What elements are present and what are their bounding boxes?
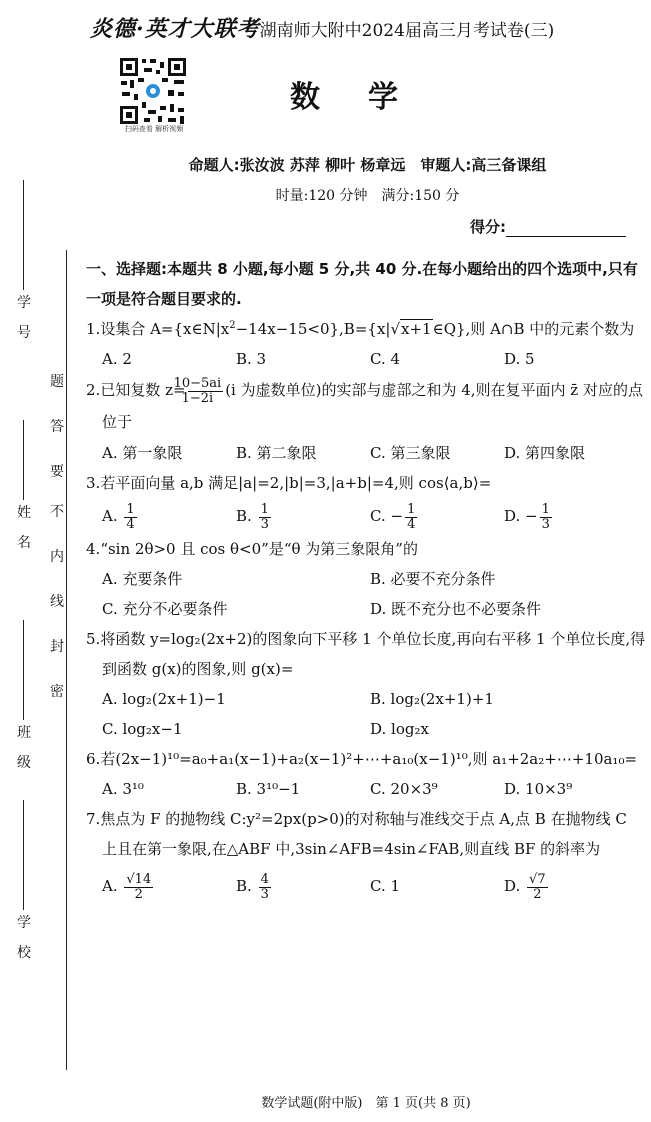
denominator: 2 xyxy=(533,886,542,902)
question-5 xyxy=(86,624,646,744)
option-a[interactable] xyxy=(102,868,236,904)
fraction xyxy=(124,503,136,532)
question-number: 3. xyxy=(86,474,101,492)
student-id-field xyxy=(16,180,30,345)
option-d[interactable]: D. 10×3⁹ xyxy=(504,780,573,798)
qr-code-icon[interactable] xyxy=(118,56,188,126)
option-a[interactable]: A. log₂(2x+1)−1 xyxy=(102,690,226,708)
score-label: 得分: xyxy=(470,218,506,236)
option-d[interactable] xyxy=(504,868,638,904)
numerator: 1 xyxy=(260,501,269,517)
denominator: 1−2i xyxy=(181,390,214,406)
numerator: 1 xyxy=(126,501,135,517)
exam-content xyxy=(86,254,646,904)
numerator: √14 xyxy=(126,871,152,887)
option-b[interactable]: B. 3 xyxy=(236,350,267,368)
option-b[interactable]: B. 3¹⁰−1 xyxy=(236,780,301,798)
denominator: 3 xyxy=(541,516,550,532)
numerator: 1 xyxy=(407,501,416,517)
option-label: C. xyxy=(370,507,386,525)
question-6 xyxy=(86,744,646,804)
page-footer: 数学试题(附中版) 第 1 页(共 8 页) xyxy=(261,1096,471,1111)
student-id-label: 学 号 xyxy=(15,294,31,345)
option-a[interactable]: A. 第一象限 xyxy=(102,444,183,462)
fraction xyxy=(527,873,548,902)
option-label: B. xyxy=(236,877,252,895)
option-b[interactable] xyxy=(236,868,370,904)
denominator: 3 xyxy=(260,516,269,532)
seal-word: 封 xyxy=(50,639,64,655)
option-c[interactable]: C. log₂x−1 xyxy=(102,720,183,738)
stem-text: 若平面向量 a,b 满足|a|=2,|b|=3,|a+b|=4,则 cos⟨a,b⟩= xyxy=(100,474,492,492)
seal-word: 线 xyxy=(50,594,64,610)
question-number: 1. xyxy=(86,320,101,338)
numerator: √7 xyxy=(529,871,546,887)
option-label: D. xyxy=(504,877,521,895)
subject-title: 数学 xyxy=(290,80,446,115)
school-blank xyxy=(23,800,24,910)
option-value: 1 xyxy=(390,877,401,895)
stem-part: 已知复数 z= xyxy=(100,381,186,399)
denominator: 4 xyxy=(126,516,135,532)
numerator: 4 xyxy=(260,871,269,887)
exponent: 2 xyxy=(229,320,236,331)
option-sign: − xyxy=(525,507,538,525)
option-d[interactable]: D. 第四象限 xyxy=(504,444,586,462)
question-stem xyxy=(86,468,646,498)
section-heading: 一、选择题:本题共 8 小题,每小题 5 分,共 40 分.在每小题给出的四个选项中,只有一项是符合题目要求的. xyxy=(86,260,638,308)
class-field xyxy=(16,620,30,775)
seal-word: 内 xyxy=(50,549,64,565)
option-a[interactable]: A. 充要条件 xyxy=(102,570,183,588)
option-d[interactable]: D. log₂x xyxy=(370,720,429,738)
numerator: 10−5ai xyxy=(173,375,222,391)
option-b[interactable]: B. 必要不充分条件 xyxy=(370,570,496,588)
option-c[interactable]: C. 充分不必要条件 xyxy=(102,600,228,618)
question-stem xyxy=(86,804,646,864)
question-7 xyxy=(86,804,646,904)
question-number: 2. xyxy=(86,381,101,399)
option-a[interactable] xyxy=(102,498,236,534)
brand-name: 炎德·英才大联考 xyxy=(90,16,260,42)
numerator: 1 xyxy=(541,501,550,517)
name-label: 姓 名 xyxy=(15,504,31,555)
stem-text: 若(2x−1)¹⁰=a₀+a₁(x−1)+a₂(x−1)²+⋯+a₁₀(x−1)¹⁰,则 a₁+2a₂+⋯+10a₁₀= xyxy=(100,750,638,768)
option-label: C. xyxy=(370,877,386,895)
binding-margin xyxy=(0,0,68,1122)
score-blank xyxy=(506,220,626,237)
option-b[interactable] xyxy=(236,498,370,534)
option-c[interactable] xyxy=(370,868,504,904)
exam-header xyxy=(90,12,645,52)
question-stem: 1.设集合 $A=\{x\in N|x^2-14x-15<0\},B=\{x|√x+1\in Q\}$,则 A∩B 中的元素个数为 xyxy=(86,320,635,338)
question-4 xyxy=(86,534,646,624)
stem-part: (i 为虚数单位)的实部与虚部之和为 4,则在复平面内 z̄ 对应的点位于 xyxy=(102,381,643,431)
options xyxy=(86,868,646,904)
question-3 xyxy=(86,468,646,534)
option-c[interactable]: C. 第三象限 xyxy=(370,444,451,462)
name-field xyxy=(16,420,30,555)
stem-part: −14x−15<0},B={x| xyxy=(235,320,391,338)
option-label: D. xyxy=(504,507,521,525)
qr-caption: 扫码查看 解析视频 xyxy=(124,125,184,133)
question-number: 7. xyxy=(86,810,101,828)
class-blank xyxy=(23,620,24,720)
options xyxy=(86,564,646,624)
fraction xyxy=(405,503,417,532)
class-label: 班 级 xyxy=(15,724,31,775)
stem-text: 将函数 y=log₂(2x+2)的图象向下平移 1 个单位长度,再向右平移 1 个单位长度,得到函数 g(x)的图象,则 g(x)= xyxy=(100,630,646,678)
question-1 xyxy=(86,314,646,374)
options xyxy=(86,498,646,534)
option-sign: − xyxy=(390,507,404,525)
option-a[interactable]: A. 2 xyxy=(102,350,132,368)
school-field xyxy=(16,800,30,965)
option-c[interactable] xyxy=(370,498,504,534)
fraction xyxy=(540,503,552,532)
option-label: A. xyxy=(102,507,118,525)
question-stem xyxy=(86,624,646,684)
fraction xyxy=(259,873,271,902)
seal-word: 答 xyxy=(50,419,64,435)
option-d[interactable]: D. 既不充分也不必要条件 xyxy=(370,600,542,618)
question-number: 6. xyxy=(86,750,101,768)
stem-part: ∈Q},则 A∩B 中的元素个数为 xyxy=(432,320,635,338)
options xyxy=(86,684,646,744)
binding-line xyxy=(66,250,67,1070)
radicand: x+1 xyxy=(401,320,432,338)
question-2 xyxy=(86,374,646,468)
time-and-score: 时量:120 分钟 满分:150 分 xyxy=(275,188,460,204)
stem-text: 焦点为 F 的抛物线 C:y²=2px(p>0)的对称轴与准线交于点 A,点 B 在抛物线 C 上且在第一象限,在△ABF 中,3sin∠AFB=4sin∠FAB,则直线 BF 的斜率为 xyxy=(100,810,627,858)
exam-name: 湖南师大附中2024届高三月考试卷(三) xyxy=(259,21,555,41)
option-c[interactable]: C. 20×3⁹ xyxy=(370,780,438,798)
option-d[interactable] xyxy=(504,498,638,534)
score-field xyxy=(470,216,626,237)
seal-word: 要 xyxy=(50,464,64,480)
name-blank xyxy=(23,420,24,500)
school-label: 学 校 xyxy=(15,914,31,965)
denominator: 4 xyxy=(407,516,416,532)
option-c[interactable]: C. 4 xyxy=(370,350,401,368)
option-label: A. xyxy=(102,877,118,895)
question-stem xyxy=(86,744,646,774)
denominator: 3 xyxy=(260,886,269,902)
options xyxy=(86,344,646,374)
options xyxy=(86,774,646,804)
question-stem xyxy=(86,534,646,564)
option-b[interactable]: B. log₂(2x+1)+1 xyxy=(370,690,494,708)
seal-word: 不 xyxy=(50,504,64,520)
authors-line: 命题人:张汝波 苏萍 柳叶 杨章远 审题人:高三备课组 xyxy=(188,156,547,174)
stem-text: “sin 2θ>0 且 cos θ<0”是“θ 为第三象限角”的 xyxy=(100,540,418,558)
student-id-blank xyxy=(23,180,24,290)
option-d[interactable]: D. 5 xyxy=(504,350,535,368)
fraction xyxy=(173,375,224,406)
seal-word: 题 xyxy=(50,374,64,390)
denominator: 2 xyxy=(134,886,143,902)
question-number: 5. xyxy=(86,630,101,648)
question-number: 4. xyxy=(86,540,101,558)
stem-part: 设集合 A={x∈N|x xyxy=(100,320,230,338)
option-a[interactable]: A. 3¹⁰ xyxy=(102,780,144,798)
question-stem xyxy=(86,374,646,438)
seal-word: 密 xyxy=(50,684,64,700)
fraction xyxy=(124,873,153,902)
options xyxy=(86,438,646,468)
fraction xyxy=(259,503,271,532)
option-b[interactable]: B. 第二象限 xyxy=(236,444,317,462)
option-label: B. xyxy=(236,507,252,525)
